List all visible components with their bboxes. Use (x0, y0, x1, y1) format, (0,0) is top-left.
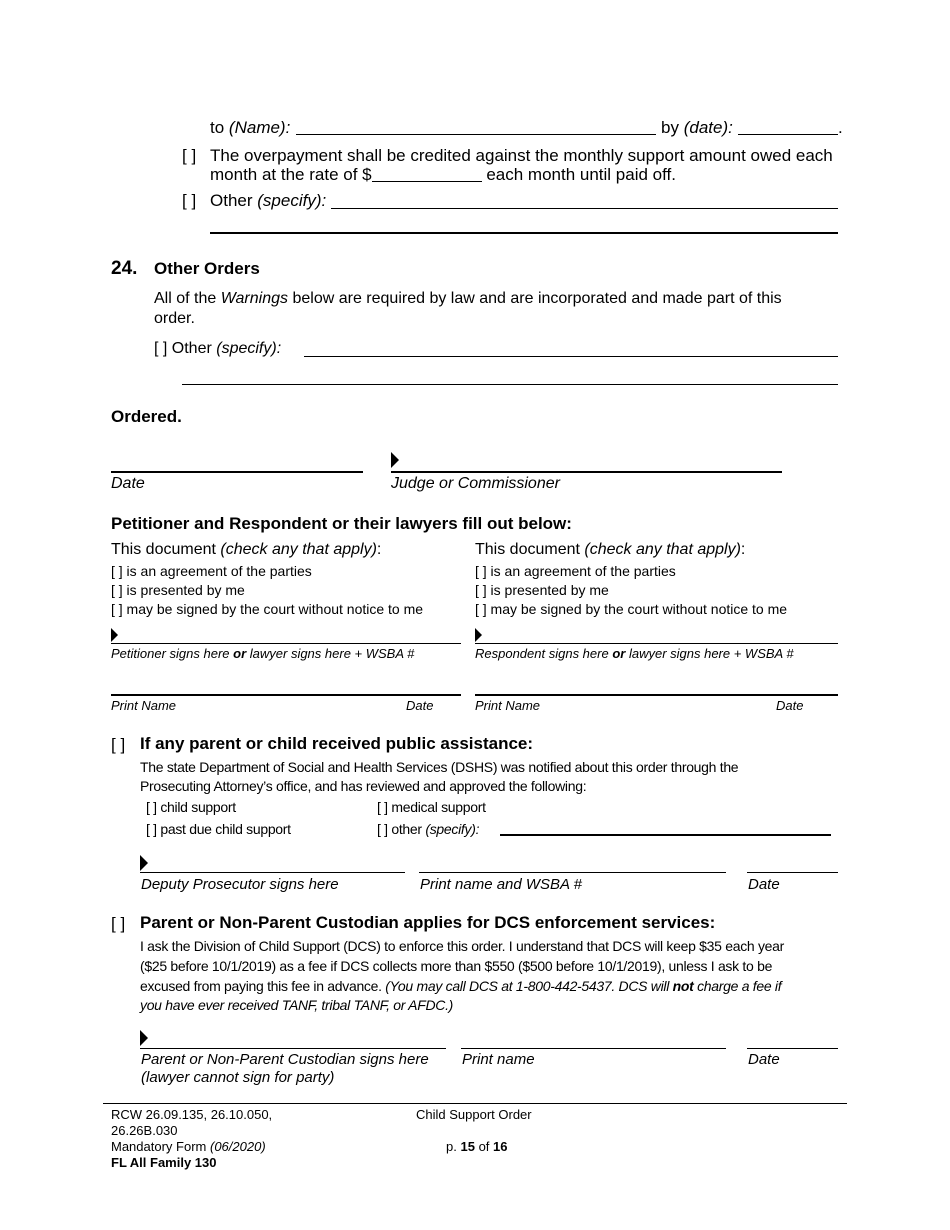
footer-divider (103, 1103, 847, 1104)
deputy-print-name-label: Print name and WSBA # (420, 876, 583, 893)
warnings-line-2: order. (154, 310, 195, 327)
other-specify-field-2[interactable] (210, 232, 838, 234)
overpayment-to-row: to (Name): (210, 118, 291, 137)
respondent-signature-field[interactable] (475, 643, 838, 644)
respondent-print-name-field[interactable] (475, 694, 838, 696)
date-field[interactable] (738, 134, 838, 135)
deputy-print-name-field[interactable] (419, 872, 726, 873)
rate-field[interactable] (372, 167, 482, 182)
dcs-heading: Parent or Non-Parent Custodian applies for DCS enforcement services: (140, 913, 716, 932)
dcs-checkbox[interactable]: [ ] (111, 914, 126, 933)
petitioner-sign-label: Petitioner signs here or lawyer signs here + WSBA # (111, 646, 415, 661)
footer-rcw-1: RCW 26.09.135, 26.10.050, (111, 1107, 273, 1122)
public-assistance-line-2: Prosecuting Attorney’s office, and has reviewed and approved the following: (140, 778, 587, 794)
petitioner-doc-label: This document (check any that apply): (111, 541, 382, 558)
other-specify-field[interactable] (331, 208, 838, 209)
other-checkbox[interactable]: [ ] (182, 191, 197, 210)
sign-arrow-icon (391, 452, 399, 468)
dcs-date-field[interactable] (747, 1048, 838, 1049)
credit-line-2: month at the rate of $ each month until paid off. (210, 165, 676, 184)
other-specify-field[interactable] (500, 834, 831, 836)
public-assistance-heading: If any parent or child received public assistance: (140, 734, 534, 753)
respondent-option[interactable]: [ ] may be signed by the court without notice to me (475, 601, 788, 617)
name-field[interactable] (296, 134, 656, 135)
ordered-date-label: Date (111, 475, 145, 492)
dcs-line-2: ($25 before 10/1/2019) as a fee if DCS collects more than $550 ($500 before 10/1/2019), unless I ask to be (140, 958, 773, 974)
overpayment-by-label: by (date): (661, 118, 733, 137)
respondent-sign-label: Respondent signs here or lawyer signs here + WSBA # (475, 646, 794, 661)
petitioner-print-name-field[interactable] (111, 694, 461, 696)
section-number: 24. (111, 258, 138, 279)
respondent-doc-label: This document (check any that apply): (475, 541, 746, 558)
section-title: Other Orders (154, 259, 260, 278)
sign-arrow-icon (140, 855, 148, 871)
petitioner-option[interactable]: [ ] may be signed by the court without notice to me (111, 601, 424, 617)
footer-rcw-2: 26.26B.030 (111, 1123, 178, 1138)
footer-mandatory: Mandatory Form (06/2020) (111, 1139, 266, 1154)
dcs-print-name-field[interactable] (461, 1048, 726, 1049)
dcs-signature-field[interactable] (140, 1048, 446, 1049)
deputy-date-field[interactable] (747, 872, 838, 873)
dcs-sign-label: Parent or Non-Parent Custodian signs here (141, 1051, 429, 1068)
respondent-option[interactable]: [ ] is an agreement of the parties (475, 563, 676, 579)
dcs-line-4: you have ever received TANF, tribal TANF, or AFDC.) (140, 997, 454, 1013)
respondent-print-name-label: Print Name (475, 698, 541, 713)
other-label: Other (specify): (210, 191, 327, 210)
other-option[interactable]: [ ] other (specify): (377, 821, 480, 837)
dcs-line-3: excused from paying this fee in advance. (You may call DCS at 1-800-442-5437. DCS will not charge a fee if (140, 978, 782, 994)
sign-arrow-icon (111, 628, 118, 642)
child-support-option[interactable]: [ ] child support (146, 799, 236, 815)
public-assistance-checkbox[interactable]: [ ] (111, 735, 126, 754)
dcs-sign-note: (lawyer cannot sign for party) (141, 1069, 335, 1086)
sign-arrow-icon (140, 1030, 148, 1046)
footer-form-id: FL All Family 130 (111, 1155, 217, 1170)
deputy-sign-label: Deputy Prosecutor signs here (141, 876, 339, 893)
section24-other[interactable]: [ ] Other (specify): (154, 340, 282, 357)
dcs-print-name-label: Print name (462, 1051, 535, 1068)
ordered-date-field[interactable] (111, 471, 363, 473)
public-assistance-line-1: The state Department of Social and Health Services (DSHS) was notified about this order through the (140, 759, 739, 775)
credit-checkbox[interactable]: [ ] (182, 146, 197, 165)
past-due-option[interactable]: [ ] past due child support (146, 821, 291, 837)
respondent-option[interactable]: [ ] is presented by me (475, 582, 609, 598)
petitioner-option[interactable]: [ ] is presented by me (111, 582, 245, 598)
sign-arrow-icon (475, 628, 482, 642)
credit-line-1: The overpayment shall be credited against the monthly support amount owed each (210, 146, 833, 165)
petitioner-option[interactable]: [ ] is an agreement of the parties (111, 563, 312, 579)
section24-other-field[interactable] (304, 356, 838, 357)
dcs-line-1: I ask the Division of Child Support (DCS) to enforce this order. I understand that DCS will keep $35 each year (140, 938, 785, 954)
respondent-date-label: Date (776, 698, 804, 713)
warnings-line-1: All of the Warnings below are required by law and are incorporated and made part of this (154, 290, 782, 307)
judge-label: Judge or Commissioner (391, 475, 560, 492)
deputy-date-label: Date (748, 876, 780, 893)
medical-support-option[interactable]: [ ] medical support (377, 799, 486, 815)
deputy-signature-field[interactable] (140, 872, 405, 873)
footer-page-number: p. 15 of 16 (446, 1139, 508, 1154)
petitioner-date-label: Date (406, 698, 434, 713)
period: . (838, 118, 843, 137)
parties-heading: Petitioner and Respondent or their lawyers fill out below: (111, 514, 572, 533)
ordered-title: Ordered. (111, 407, 182, 426)
judge-signature-field[interactable] (391, 471, 782, 473)
dcs-date-label: Date (748, 1051, 780, 1068)
section24-other-field-2[interactable] (182, 384, 838, 385)
petitioner-print-name-label: Print Name (111, 698, 177, 713)
footer-doc-title: Child Support Order (416, 1107, 532, 1122)
petitioner-signature-field[interactable] (111, 643, 461, 644)
